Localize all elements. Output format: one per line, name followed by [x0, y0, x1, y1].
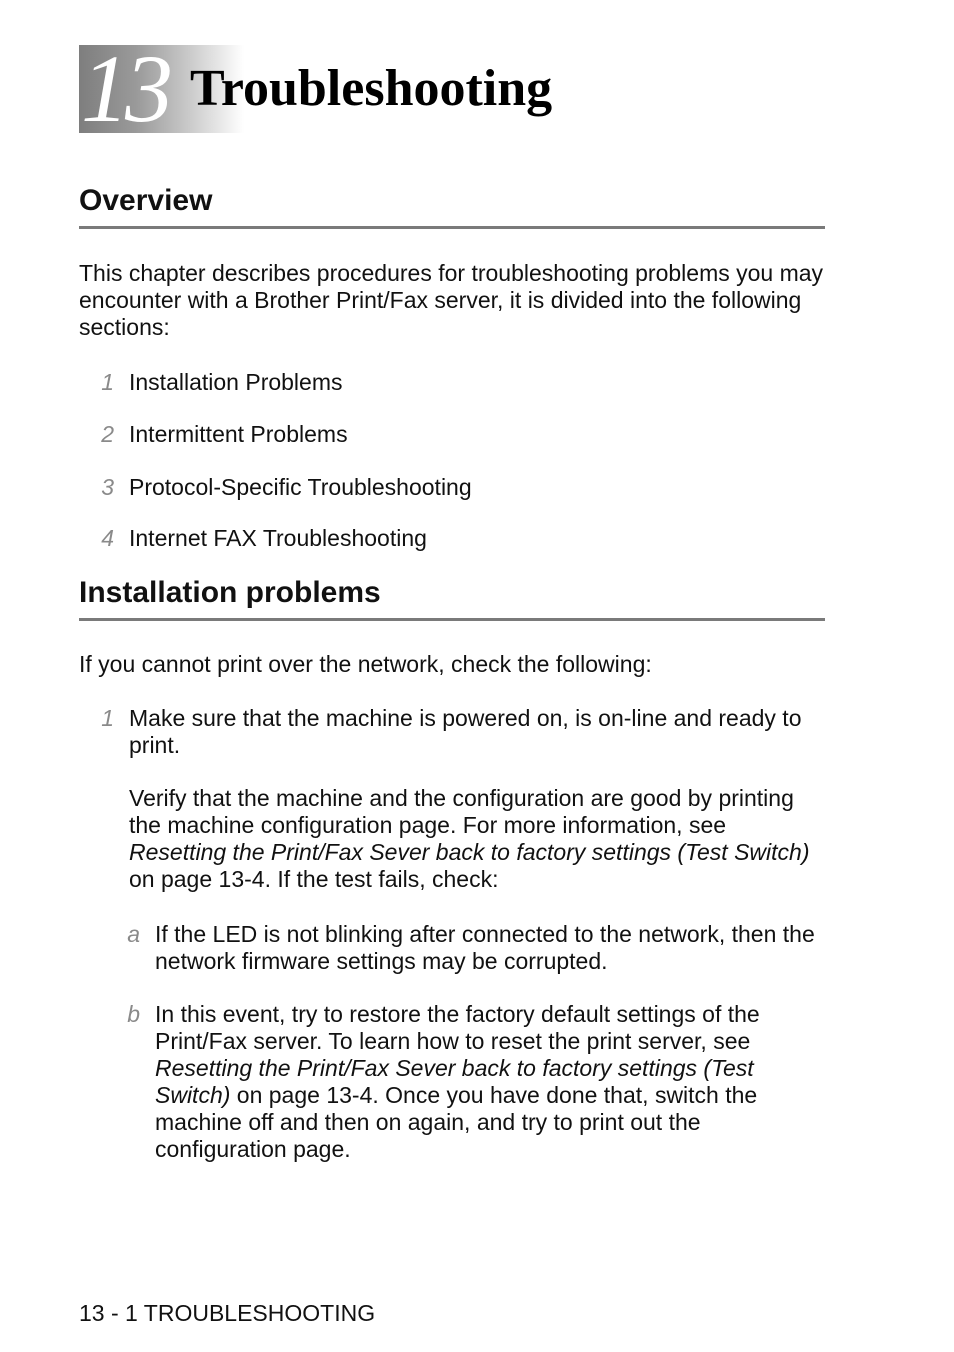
sub-item-letter: a: [127, 921, 140, 947]
step-number: 1: [101, 705, 114, 731]
list-item-number: 2: [101, 421, 114, 447]
overview-rule: [79, 226, 825, 229]
installation-heading: Installation problems: [79, 576, 381, 609]
list-item-number: 3: [101, 474, 114, 500]
overview-section-header: [79, 183, 825, 229]
list-item-label: Internet FAX Troubleshooting: [129, 525, 427, 551]
chapter-number: 13: [81, 35, 169, 142]
sub-item-letter: b: [127, 1001, 140, 1027]
installation-intro: If you cannot print over the network, check the following:: [79, 651, 652, 677]
list-item-label: Protocol-Specific Troubleshooting: [129, 474, 472, 500]
overview-intro: This chapter describes procedures for troubleshooting problems you may encounter with a Brother Print/Fax server, it is divided into the following sections:: [79, 260, 824, 340]
installation-rule: [79, 618, 825, 621]
list-item-label: Intermittent Problems: [129, 421, 348, 447]
installation-section-header: [79, 575, 825, 621]
sub-item-text: If the LED is not blinking after connected to the network, then the network firmware settings may be corrupted.: [155, 921, 815, 974]
list-item-label: Installation Problems: [129, 369, 343, 395]
chapter-header: [79, 35, 779, 142]
cross-reference-link: Resetting the Print/Fax Sever back to factory settings (Test Switch): [155, 1055, 754, 1108]
sub-item-text: In this event, try to restore the factory default settings of the Print/Fax server. To learn how to reset the print server, see: [155, 1001, 760, 1054]
overview-heading: Overview: [79, 184, 213, 217]
chapter-title: Troubleshooting: [190, 60, 553, 117]
cross-reference-link: Resetting the Print/Fax Sever back to factory settings (Test Switch): [129, 839, 810, 865]
sub-item-text-end: on page 13-4. Once you have done that, switch the machine off and then on again, and try to print out the configuration page.: [155, 1082, 758, 1162]
verify-text-end: on page 13-4. If the test fails, check:: [129, 866, 499, 892]
list-item-number: 4: [101, 525, 114, 551]
list-item-number: 1: [101, 369, 114, 395]
step-text: Make sure that the machine is powered on, is on-line and ready to print.: [129, 705, 802, 758]
page-footer: 13 - 1 TROUBLESHOOTING: [79, 1300, 376, 1326]
verify-text: Verify that the machine and the configuration are good by printing the machine configuration page. For more information, see: [129, 785, 794, 838]
